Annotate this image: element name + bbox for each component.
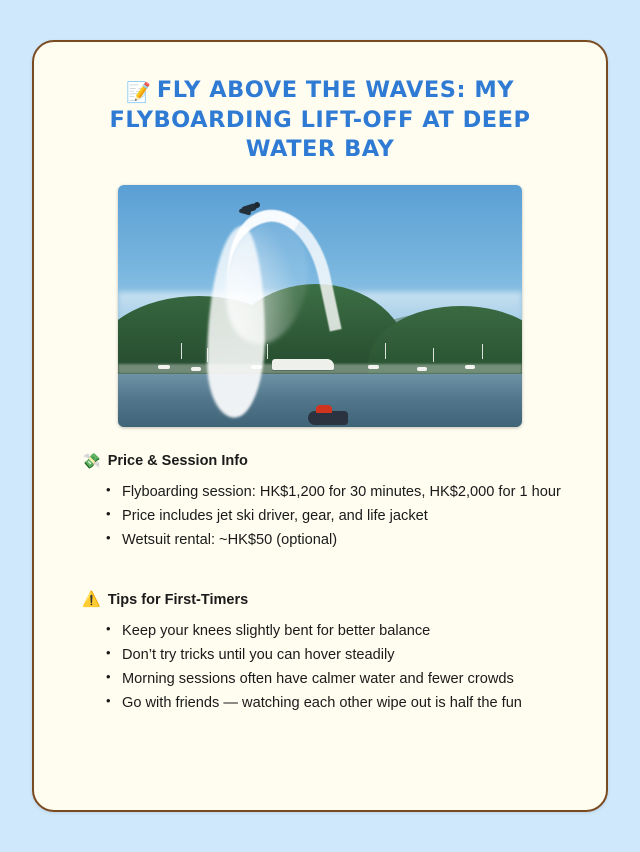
sailboat [417, 367, 427, 371]
sailboat [191, 367, 201, 371]
sailboat-mast [433, 348, 434, 362]
sailboat-mast [181, 343, 182, 359]
page-title [74, 76, 566, 165]
section-heading-price-text: Price & Session Info [107, 453, 248, 470]
sailboat-mast [267, 344, 268, 359]
section-heading-tips [82, 592, 566, 608]
section-price-session-info [74, 453, 566, 552]
section-tips-for-first-timers [74, 592, 566, 715]
list-item: • Keep your knees slightly bent for better balance [120, 620, 566, 642]
tips-list [74, 620, 566, 715]
sailboat-mast [482, 344, 483, 359]
jet-ski [308, 411, 348, 425]
sailboat [158, 365, 170, 369]
list-item: • Flyboarding session: HK$1,200 for 30 minutes, HK$2,000 for 1 hour [120, 481, 566, 503]
list-item: • Morning sessions often have calmer water and fewer crowds [120, 668, 566, 690]
sailboat [465, 365, 475, 369]
warning-icon: ⚠️ [82, 591, 101, 609]
list-item: • Price includes jet ski driver, gear, and life jacket [120, 505, 566, 527]
hero-image [118, 185, 522, 427]
flyboarder [239, 202, 261, 218]
section-heading-price [82, 453, 566, 469]
money-icon: 💸 [82, 452, 101, 470]
document-card [32, 40, 608, 812]
flyboarder-head [254, 202, 260, 208]
sailboat-mast [385, 343, 386, 359]
price-list [74, 481, 566, 552]
sailboat [368, 365, 379, 369]
list-item: • Don’t try tricks until you can hover steadily [120, 644, 566, 666]
list-item: • Wetsuit rental: ~HK$50 (optional) [120, 529, 566, 551]
list-item: • Go with friends — watching each other wipe out is half the fun [120, 692, 566, 714]
memo-icon: 📝 [125, 82, 151, 104]
page-title-text: FLY ABOVE THE WAVES: MY FLYBOARDING LIFT-OFF AT DEEP WATER BAY [109, 77, 531, 163]
section-heading-tips-text: Tips for First-Timers [107, 591, 249, 608]
document-content [34, 42, 606, 810]
motor-yacht [272, 359, 334, 370]
